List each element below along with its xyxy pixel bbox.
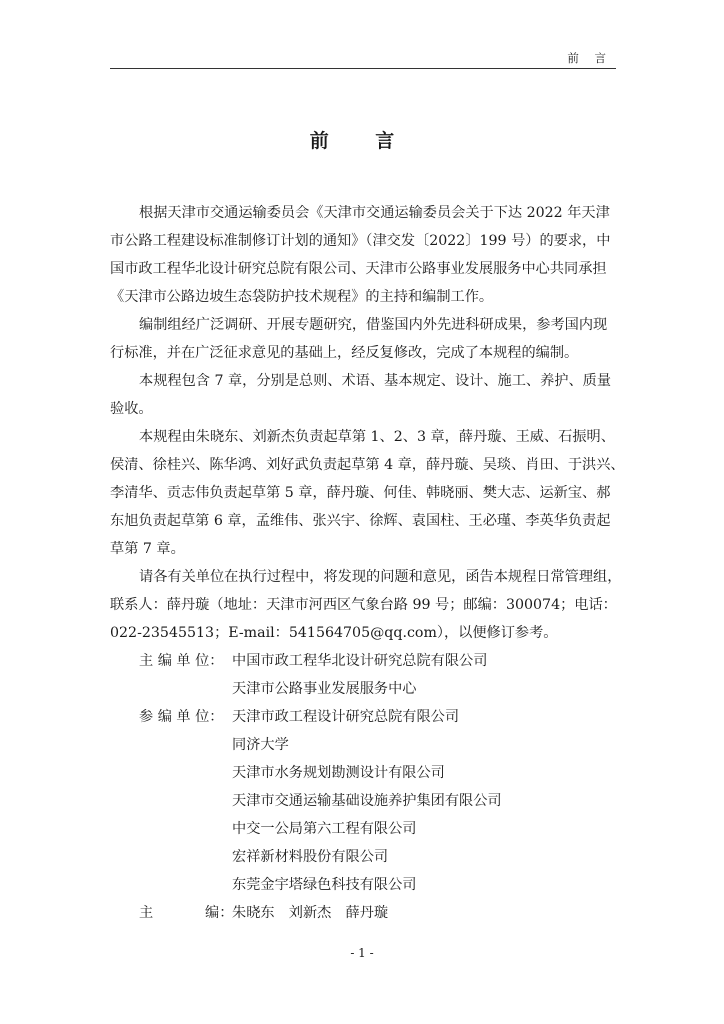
paragraph-4-line-5: 草第 7 章。	[110, 541, 185, 557]
participating-unit-label: 参 编 单 位：	[139, 709, 224, 725]
running-header: 前 言	[567, 51, 612, 65]
chief-unit-item: 天津市公路事业发展服务中心	[232, 681, 417, 697]
page-number: - 1 -	[350, 946, 374, 960]
chief-editors-names: 朱晓东 刘新杰 薛丹璇	[232, 905, 389, 921]
participating-unit-item: 中交一公局第六工程有限公司	[232, 821, 417, 837]
paragraph-2-line-1: 编制组经广泛调研、开展专题研究，借鉴国内外先进科研成果，参考国内现	[139, 317, 608, 333]
participating-unit-item: 同济大学	[232, 737, 289, 753]
participating-unit-item: 宏祥新材料股份有限公司	[232, 849, 389, 865]
paragraph-5-line-1: 请各有关单位在执行过程中，将发现的问题和意见，函告本规程日常管理组，	[139, 569, 622, 585]
participating-unit-item: 天津市政工程设计研究总院有限公司	[232, 709, 460, 725]
page-title: 前 言	[309, 130, 415, 152]
paragraph-4-line-1: 本规程由朱晓东、刘新杰负责起草第 1、2、3 章，薛丹璇、王威、石振明、	[139, 429, 615, 445]
chief-editor-label-part2: 编：	[205, 905, 234, 921]
paragraph-4-line-3: 李清华、贡志伟负责起草第 5 章，薛丹璇、何佳、韩晓丽、樊大志、运新宝、郝	[110, 485, 611, 501]
chief-editor-label-part1: 主	[139, 905, 154, 921]
paragraph-1-line-4: 《天津市公路边坡生态袋防护技术规程》的主持和编制工作。	[110, 289, 494, 305]
participating-unit-item: 天津市水务规划勘测设计有限公司	[232, 765, 445, 781]
paragraph-1-line-3: 国市政工程华北设计研究总院有限公司、天津市公路事业发展服务中心共同承担	[110, 261, 607, 277]
header-rule	[110, 68, 616, 69]
paragraph-3-line-2: 验收。	[110, 401, 153, 417]
paragraph-1-line-1: 根据天津市交通运输委员会《天津市交通运输委员会关于下达 2022 年天津	[139, 205, 610, 221]
participating-unit-item: 东莞金宇塔绿色科技有限公司	[232, 877, 417, 893]
paragraph-2-line-2: 行标准，并在广泛征求意见的基础上，经反复修改，完成了本规程的编制。	[110, 345, 579, 361]
paragraph-5-line-3: 022-23545513；E-mail：541564705@qq.com），以便修订参考。	[110, 625, 558, 641]
chief-unit-label: 主 编 单 位：	[139, 653, 224, 669]
paragraph-1-line-2: 市公路工程建设标准制修订计划的通知》（津交发〔2022〕199 号）的要求，中	[110, 233, 611, 249]
paragraph-4-line-4: 东旭负责起草第 6 章，孟维伟、张兴宇、徐辉、袁国柱、王必瑾、李英华负责起	[110, 513, 611, 529]
participating-unit-item: 天津市交通运输基础设施养护集团有限公司	[232, 793, 502, 809]
chief-unit-item: 中国市政工程华北设计研究总院有限公司	[232, 653, 488, 669]
paragraph-3-line-1: 本规程包含 7 章，分别是总则、术语、基本规定、设计、施工、养护、质量	[139, 373, 612, 389]
paragraph-5-line-2: 联系人：薛丹璇（地址：天津市河西区气象台路 99 号；邮编：300074；电话：	[110, 597, 617, 613]
paragraph-4-line-2: 侯清、徐桂兴、陈华鸿、刘好武负责起草第 4 章，薛丹璇、吴琰、肖田、于洪兴、	[110, 457, 625, 473]
